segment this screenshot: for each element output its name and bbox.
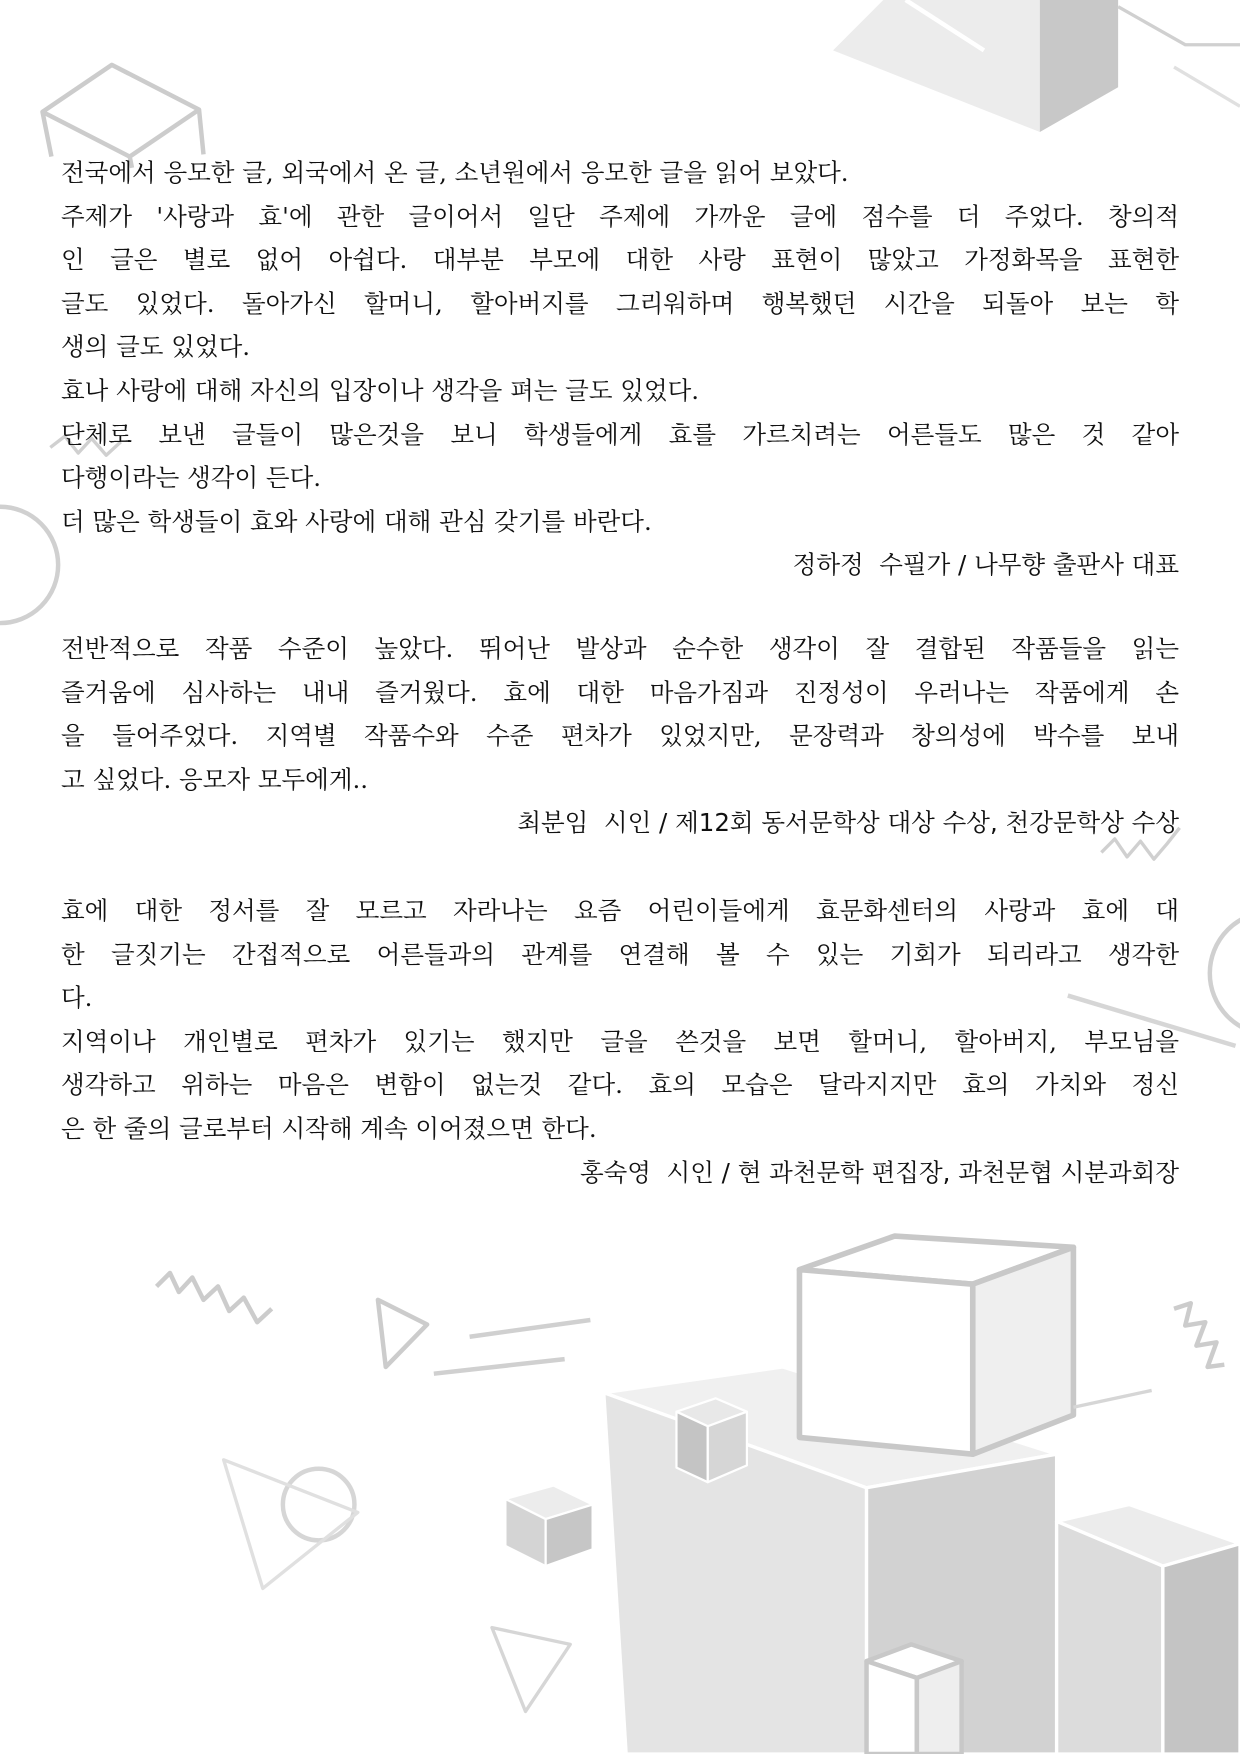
text-line: 생각하고 위하는 마음은 변함이 없는것 같다. 효의 모습은 달라지지만 효의 가치와 정신 (61, 1070, 1179, 1100)
ring-decoration (283, 1469, 355, 1541)
zigzag-decoration (1174, 1303, 1224, 1367)
text-line: 더 많은 학생들이 효와 사랑에 대해 관심 갖기를 바란다. (61, 506, 652, 536)
text-line: 효에 대한 정서를 잘 모르고 자라나는 요즘 어린이들에게 효문화센터의 사랑과 효에 대 (61, 896, 1179, 925)
cube-decoration-top-right (833, 0, 1240, 132)
review-block-3 (61, 889, 1179, 1194)
small-cube-outline-decoration (867, 1644, 962, 1754)
text-line: 다행이라는 생각이 든다. (61, 463, 322, 493)
text-line: 다. (61, 983, 93, 1013)
text-line: 단체로 보낸 글들이 많은것을 보니 학생들에게 효를 가르치려는 어른들도 많은 것 같아 (61, 419, 1179, 449)
text-line: 한 글짓기는 간접적으로 어른들과의 관계를 연결해 볼 수 있는 기회가 되리라고 생각한 (61, 939, 1179, 969)
text-line: 전국에서 응모한 글, 외국에서 온 글, 소년원에서 응모한 글을 읽어 보았다. (61, 158, 849, 187)
text-line: 은 한 줄의 글로부터 시작해 계속 이어졌으면 한다. (61, 1113, 597, 1143)
reviewer-signature: 정하정 수필가 / 나무향 출판사 대표 (792, 550, 1179, 580)
text-line: 생의 글도 있었다. (61, 332, 251, 362)
text-line: 인 글은 별로 없어 아쉽다. 대부분 부모에 대한 사랑 표현이 많았고 가정화목을 표현한 (61, 245, 1179, 275)
line-decoration (434, 1320, 591, 1374)
text-line: 지역이나 개인별로 편차가 있기는 했지만 글을 쓴것을 보면 할머니, 할아버지, 부모님을 (61, 1026, 1179, 1056)
reviewer-signature: 최분임 시인 / 제12회 동서문학상 대상 수상, 천강문학상 수상 (517, 808, 1179, 838)
cube-decoration-right (1057, 1505, 1240, 1754)
triangle-decoration (492, 1628, 570, 1712)
text-line: 주제가 '사랑과 효'에 관한 글이어서 일단 주제에 가까운 글에 점수를 더 주었다. 창의적 (61, 201, 1179, 231)
text-line: 효나 사랑에 대해 자신의 입장이나 생각을 펴는 글도 있었다. (61, 375, 700, 405)
line-decoration (1073, 1390, 1151, 1407)
text-line: 전반적으로 작품 수준이 높았다. 뛰어난 발상과 순수한 생각이 잘 결합된 작품들을 읽는 (61, 634, 1179, 663)
prism-decoration (505, 1486, 592, 1567)
text-line: 을 들어주었다. 지역별 작품수와 수준 편차가 있었지만, 문장력과 창의성에 박수를 보내 (61, 721, 1179, 751)
reviewer-signature: 홍숙영 시인 / 현 과천문학 편집장, 과천문협 시분과회장 (579, 1157, 1179, 1187)
circle-decoration (1210, 912, 1240, 1035)
zigzag-decoration (157, 1273, 272, 1322)
review-block-1 (61, 151, 1179, 587)
triangle-decoration (378, 1300, 427, 1367)
cube-outline-decoration (799, 1236, 1073, 1454)
review-block-2 (61, 627, 1179, 845)
text-line: 즐거움에 심사하는 내내 즐거웠다. 효에 대한 마음가짐과 진정성이 우러나는 작품에게 손 (61, 677, 1179, 707)
circle-decoration (0, 507, 58, 623)
text-line: 고 싶었다. 응모자 모두에게.. (61, 764, 369, 794)
small-cube-decoration (676, 1398, 746, 1482)
text-line: 글도 있었다. 돌아가신 할머니, 할아버지를 그리워하며 행복했던 시간을 되돌아 보는 학 (61, 288, 1179, 318)
